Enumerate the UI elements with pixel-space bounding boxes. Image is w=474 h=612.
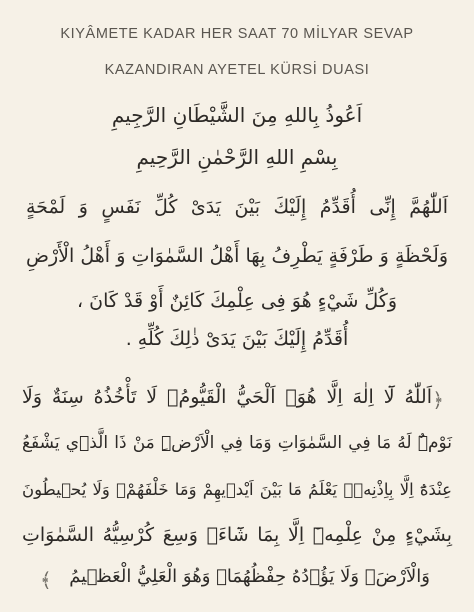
dua-line-2: وَلَحْظَةٍ وَ طَرْفَةٍ يَطْرِفُ بِهَا أَهْلُ السَّمٰوَاتِ وَ أَهْلُ الْأَرْضِ (26, 245, 448, 267)
kursi-line-1: اَللّٰهُ لَٓا اِلٰهَ اِلَّا هُوَۚ اَلْحَيُّ الْقَيُّومُۚ لَا تَأْخُذُهُ سِنَةٌ وَلَا (22, 386, 432, 408)
istiaze: اَعُوذُ بِاللهِ مِنَ الشَّيْطَانِ الرَّجِيمِ (111, 103, 363, 127)
kursi-line-5: وَالْاَرْضَۚ وَلَا يَؤُ۫دُهُ حِفْظُهُمَاۚ وَهُوَ الْعَلِيُّ الْعَظ۪يمُ (69, 566, 430, 587)
ayah-close-ornament: ﴾ (40, 568, 52, 592)
kursi-line-2: نَوْمٌۜ لَهُ مَا فِي السَّمٰوَاتِ وَمَا فِي الْاَرْضِۜ مَنْ ذَا الَّذ۪ي يَشْفَعُ (22, 433, 452, 453)
besmele: بِسْمِ اللهِ الرَّحْمٰنِ الرَّحِيمِ (136, 145, 338, 169)
kursi-line-3: عِنْدَهُٓ اِلَّا بِاِذْنِه۪ۜ يَعْلَمُ مَا بَيْنَ اَيْد۪يهِمْ وَمَا خَلْفَهُمْۚ وَلَا يُح۪يطُونَ (22, 480, 452, 499)
dua-line-4: أُقَدِّمُ إِلَيْكَ بَيْنَ يَدَىْ ذٰلِكَ كُلِّهِ . (125, 328, 349, 350)
kursi-line-4: بِشَيْءٍ مِنْ عِلْمِه۪ٓ اِلَّا بِمَا شَٓاءَۚ وَسِعَ كُرْسِيُّهُ السَّمٰوَاتِ (22, 524, 452, 546)
title-line-2: KAZANDIRAN AYETEL KÜRSİ DUASI (104, 62, 370, 78)
dua-line-1: اَللّٰهُمَّ إِنِّى أُقَدِّمُ إِلَيْكَ بَيْنَ يَدَىْ كُلِّ نَفَسٍ وَ لَمْحَةٍ (26, 196, 448, 218)
title-line-1: KIYÂMETE KADAR HER SAAT 70 MİLYAR SEVAP (60, 26, 414, 42)
dua-line-3: وَكُلِّ شَيْءٍ هُوَ فِى عِلْمِكَ كَائِنٌ أَوْ قَدْ كَانَ ، (76, 290, 398, 312)
ayah-open-ornament: ﴿ (432, 388, 444, 412)
